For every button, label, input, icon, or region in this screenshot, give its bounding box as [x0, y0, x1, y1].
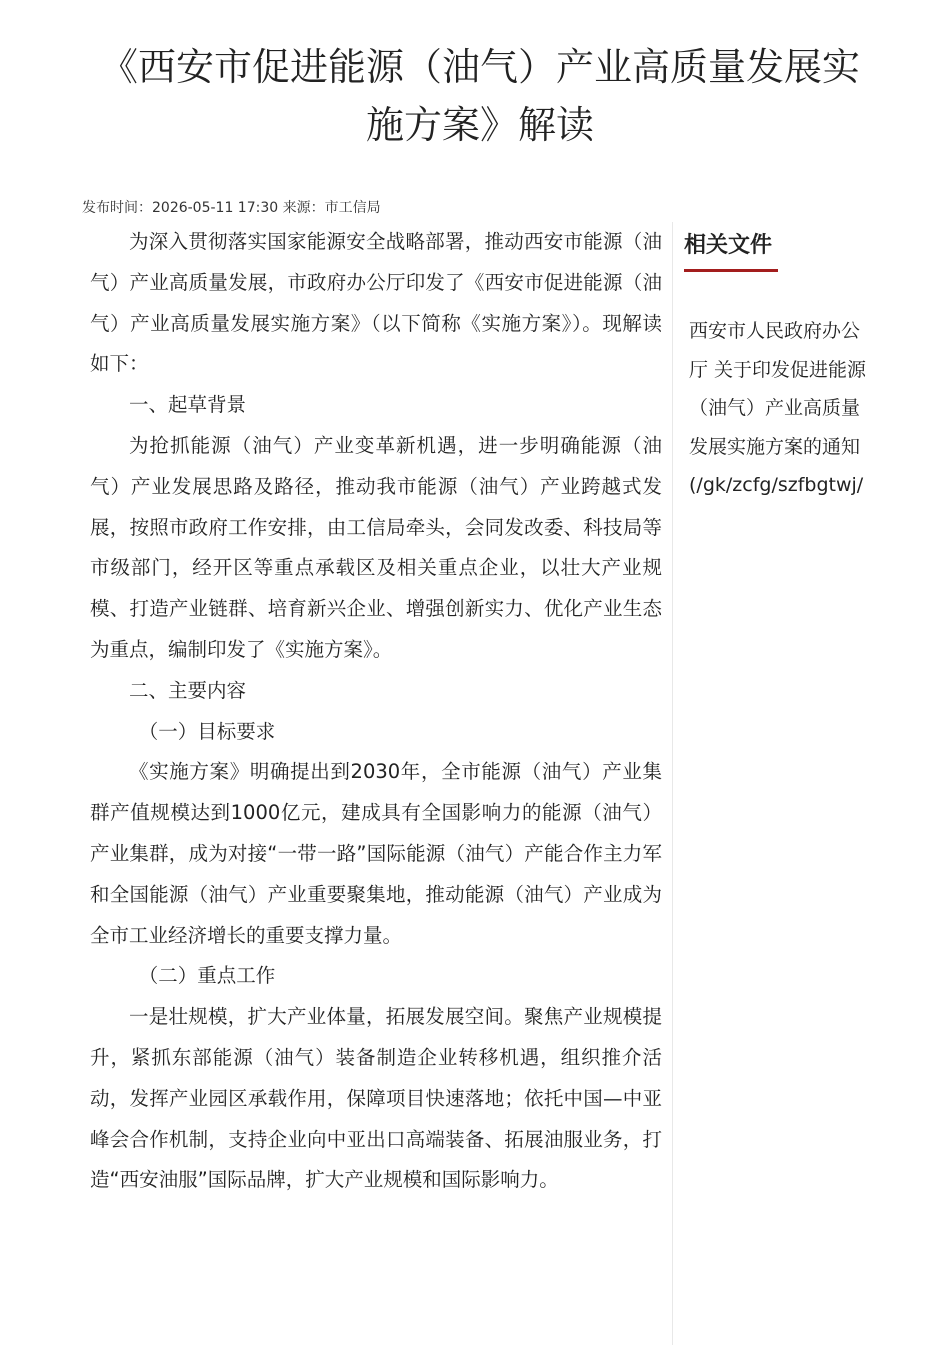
- subsection-heading: （二）重点工作: [138, 964, 276, 988]
- section-heading: 一、起草背景: [129, 393, 247, 417]
- article-paragraph: 一是壮规模，扩大产业体量，拓展发展空间。聚焦产业规模提升，紧抓东部能源（油气）装备制造企业转移机遇，组织推介活动，发挥产业园区承载作用，保障项目快速落地；依托中国—中亚峰会合作机制，支持企业向中亚出口高端装备、拓展油服业务，打造“西安油服”国际品牌，扩大产业规模和国际影响力。: [90, 1005, 662, 1192]
- article-paragraph: 为抢抓能源（油气）产业变革新机遇，进一步明确能源（油气）产业发展思路及路径，推动我市能源（油气）产业跨越式发展，按照市政府工作安排，由工信局牵头，会同发改委、科技局等市级部门，经开区等重点承载区及相关重点企业，以壮大产业规模、打造产业链群、培育新兴企业、增强创新实力、优化产业生态为重点，编制印发了《实施方案》。: [90, 433, 662, 661]
- sidebar-title-underline: [684, 269, 778, 272]
- subsection-heading: （一）目标要求: [138, 719, 276, 743]
- related-file-link[interactable]: 西安市人民政府办公厅 关于印发促进能源（油气）产业高质量发展实施方案的通知(/gk/zcfg/szfbgtwj/: [689, 320, 867, 496]
- article-paragraph: 为深入贯彻落实国家能源安全战略部署，推动西安市能源（油气）产业高质量发展，市政府办公厅印发了《西安市促进能源（油气）产业高质量发展实施方案》（以下简称《实施方案》）。现解读如下：: [90, 230, 662, 376]
- article-body: [90, 222, 662, 1201]
- related-files-sidebar: [684, 222, 944, 505]
- page-title: 《西安市促进能源（油气）产业高质量发展实施方案》解读: [99, 45, 860, 147]
- article-paragraph: 《实施方案》明确提出到2030年，全市能源（油气）产业集群产值规模达到1000亿元，建成具有全国影响力的能源（油气）产业集群，成为对接“一带一路”国际能源（油气）产能合作主力军和全国能源（油气）产业重要聚集地，推动能源（油气）产业成为全市工业经济增长的重要支撑力量。: [90, 760, 662, 947]
- section-heading: 二、主要内容: [129, 678, 247, 702]
- sidebar-title: 相关文件: [684, 233, 773, 258]
- publish-meta: 发布时间：2026-05-11 17:30 来源：市工信局: [82, 200, 381, 216]
- column-divider: [672, 222, 673, 1345]
